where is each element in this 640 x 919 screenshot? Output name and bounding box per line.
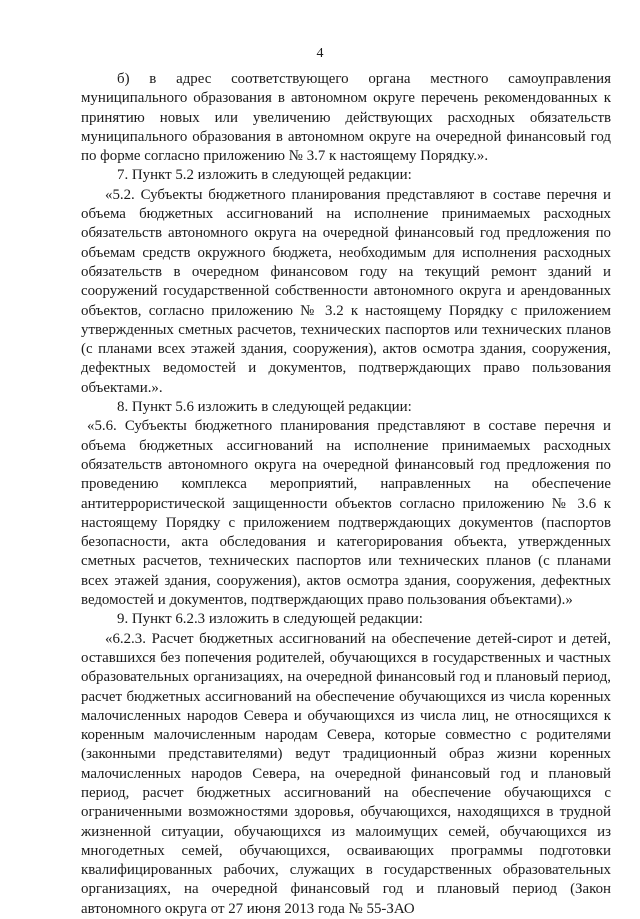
paragraph-clause-6-2-3: «6.2.3. Расчет бюджетных ассигнований на обеспечение детей-сирот и детей, оставшихся без попечения родителей, обучающихся в государственных и частных образовательных организациях, на очередной финансовый год и плановый период, расчет бюджетных ассигнований на обеспечение обучающихся из числа коренных малочисленных народов Севера и обучающихся из числа лиц, не относящихся к коренным малочисленным народам Севера, которые совместно с родителями (законными представителями) ведут традиционный образ жизни коренных малочисленных народов Севера, на очередной финансовый год и плановый период, расчет бюджетных ассигнований на обеспечение обучающихся с ограниченными возможностями здоровья, обучающихся, находящихся в трудной жизненной ситуации, обучающихся из малоимущих семей, обучающихся из многодетных семей, обучающихся, осваивающих программы подготовки квалифицированных рабочих, служащих в государственных образовательных организациях, на очередной финансовый год и плановый период (Закон автономного округа от 27 июня 2013 года № 55-ЗАО xyxy=(81,630,611,917)
paragraph-item-8-heading: 8. Пункт 5.6 изложить в следующей редакции: xyxy=(117,399,412,416)
document-body xyxy=(81,70,611,919)
paragraph-item-7-heading: 7. Пункт 5.2 изложить в следующей редакции: xyxy=(117,167,412,184)
page-number: 4 xyxy=(316,46,324,61)
paragraph-clause-5-6: «5.6. Субъекты бюджетного планирования представляют в составе перечня и объема бюджетных ассигнований на исполнение принимаемых расходных обязательств автономного округа на очередной финансовый год предложения по проведению комплекса мероприятий, направленных на обеспечение антитеррористической защищенности объектов согласно приложению № 3.6 к настоящему Порядку с приложением подтверждающих документов (паспортов безопасности, акта обследования и категорирования объекта, утвержденных сметных расчетов, технических паспортов или технических планов (с планами всех этажей здания, сооружения), актов осмотра здания, сооружения, дефектных ведомостей и документов, подтверждающих право пользования объектами).» xyxy=(81,418,611,609)
paragraph-clause-5-2: «5.2. Субъекты бюджетного планирования представляют в составе перечня и объема бюджетных ассигнований на исполнение принимаемых расходных обязательств автономного округа на очередной финансовый год предложения по объемам средств окружного бюджета, необходимым для исполнения расходных обязательств в очередном финансовом году на текущий ремонт зданий и сооружений государственной собственности автономного округа и арендованных объектов, согласно приложению № 3.2 к настоящему Порядку с приложением утвержденных сметных расчетов, технических паспортов или технических планов (с планами всех этажей здания, сооружения), актов осмотра здания, сооружения, дефектных ведомостей и документов, подтверждающих право пользования объектами.». xyxy=(81,186,611,396)
paragraph-subitem-b: б) в адрес соответствующего органа местного самоуправления муниципального образования в автономном округе перечень рекомендованных к принятию новых или увеличению действующих расходных обязательств муниципального образования в автономном округе на очередной финансовый год по форме согласно приложению № 3.7 к настоящему Порядку.». xyxy=(81,71,611,165)
paragraph-item-9-heading: 9. Пункт 6.2.3 изложить в следующей редакции: xyxy=(117,611,423,628)
